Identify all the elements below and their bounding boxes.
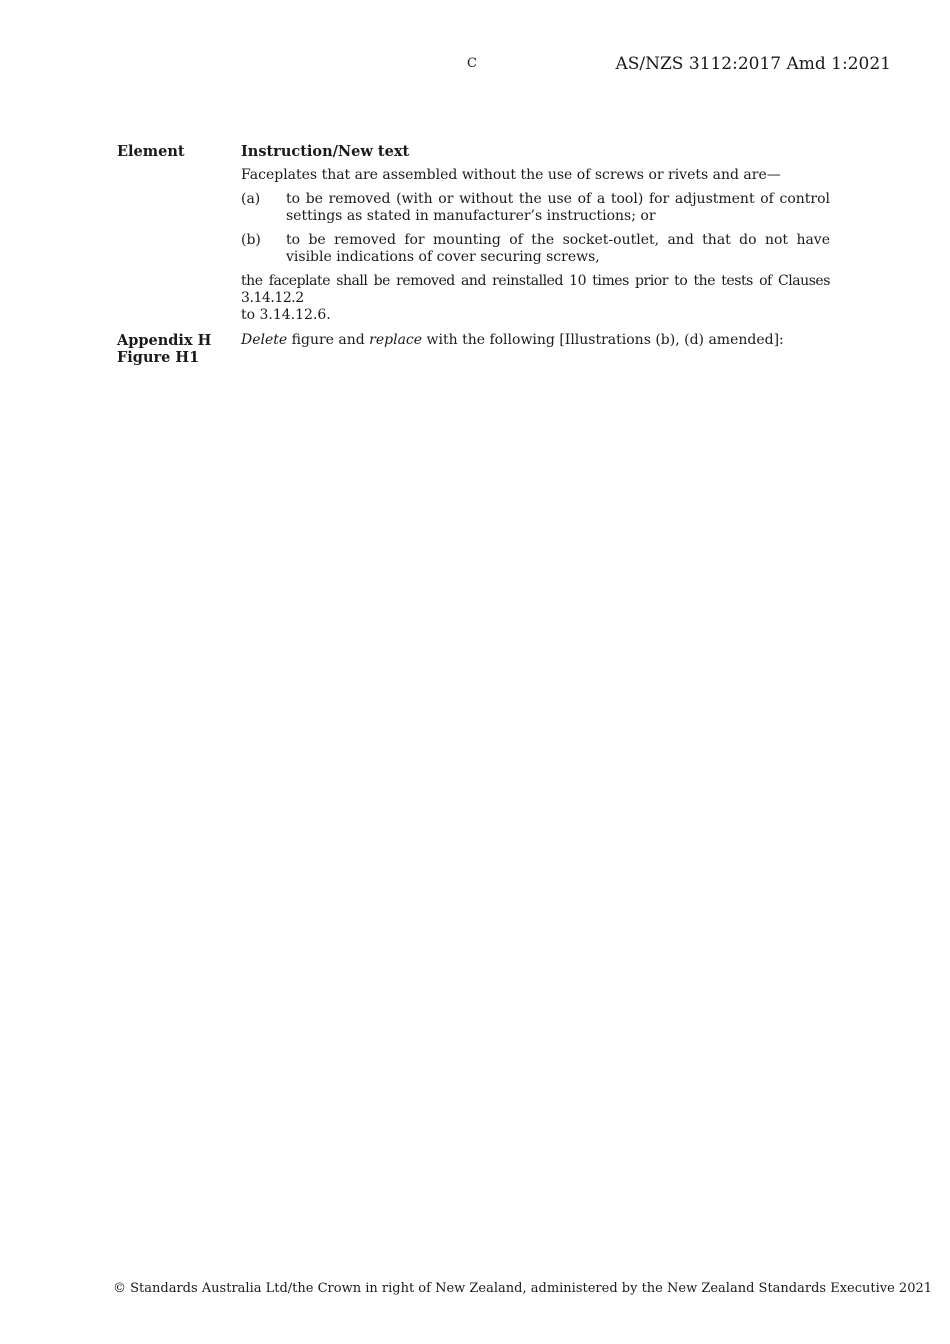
table-row xyxy=(117,332,830,366)
row-element-cell xyxy=(117,332,241,366)
table-header-row xyxy=(117,143,830,160)
column-header-instruction: Instruction/New text xyxy=(241,143,410,160)
row-element-cell xyxy=(117,160,241,324)
list-item-label: (a) xyxy=(241,191,261,207)
page-letter: C xyxy=(467,56,477,71)
row-instruction-cell xyxy=(241,160,830,324)
element-figure: Figure H1 xyxy=(117,349,200,366)
column-header-element: Element xyxy=(117,143,185,160)
closing-paragraph-line2: to 3.14.12.6. xyxy=(241,307,331,323)
footer-copyright: © Standards Australia Ltd/the Crown in right of New Zealand, administered by the New Zealand Standards Executive 2021 xyxy=(113,1281,933,1296)
list-item-label: (b) xyxy=(241,232,261,248)
instruction-paragraph xyxy=(241,332,830,349)
amendment-table xyxy=(117,143,830,366)
row-instruction-cell xyxy=(241,332,830,366)
list-item xyxy=(241,191,830,225)
intro-paragraph: Faceplates that are assembled without the use of screws or rivets and are— xyxy=(241,167,781,183)
list-item xyxy=(241,232,830,266)
document-id: AS/NZS 3112:2017 Amd 1:2021 xyxy=(615,54,891,74)
replace-keyword: replace xyxy=(369,332,423,348)
table-row xyxy=(117,160,830,324)
delete-keyword: Delete xyxy=(241,332,288,348)
instruction-text: figure and xyxy=(287,332,370,348)
element-appendix: Appendix H xyxy=(117,332,212,349)
instruction-text: with the following [Illustrations (b), (d) amended]: xyxy=(422,332,784,348)
closing-paragraph-line1: the faceplate shall be removed and reinstalled 10 times prior to the tests of Clauses 3.14.12.2 xyxy=(241,273,830,306)
list-item-text: to be removed for mounting of the socket-outlet, and that do not have visible indications of cover securing screws, xyxy=(286,232,830,265)
list-item-text: to be removed (with or without the use of a tool) for adjustment of control settings as stated in manufacturer’s instructions; or xyxy=(286,191,830,224)
